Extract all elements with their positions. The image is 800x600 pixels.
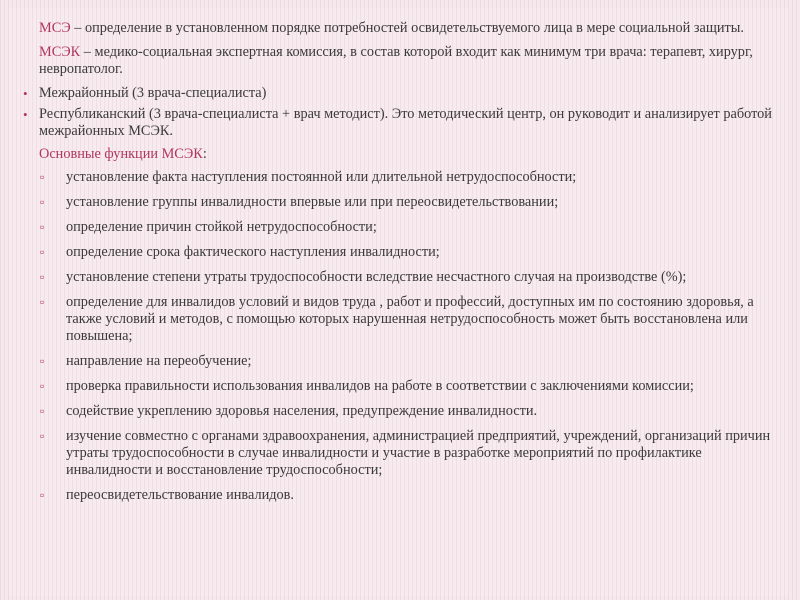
list-item-text: установление степени утраты трудоспособности вследствие несчастного случая на производстве (%); [66,269,687,285]
square-bullet-icon: ▫ [40,429,45,443]
level-republican [23,106,783,140]
list-item [23,487,783,504]
list-item [23,428,783,479]
definition-mse-text: – определение в установленном порядке потребностей освидетельствуемого лица в мере социальной защиты. [70,20,744,36]
term-mse: МСЭ [39,20,71,36]
slide-content [23,20,783,512]
level-interdistrict [23,85,783,102]
list-item [23,294,783,345]
square-bullet-icon: ▫ [40,170,45,184]
square-bullet-icon: ▫ [40,354,45,368]
list-item [23,244,783,261]
slide [9,8,789,596]
list-item [23,169,783,186]
list-item-text: определение причин стойкой нетрудоспособности; [66,219,377,235]
square-bullet-icon: ▫ [40,245,45,259]
list-item-text: проверка правильности использования инвалидов на работе в соответствии с заключениями комиссии; [66,378,694,394]
bullet-icon: • [23,107,28,122]
list-item [23,219,783,236]
list-item [23,353,783,370]
square-bullet-icon: ▫ [40,295,45,309]
square-bullet-icon: ▫ [40,404,45,418]
square-bullet-icon: ▫ [40,220,45,234]
functions-heading-colon: : [202,146,207,162]
list-item-text: содействие укреплению здоровья населения, предупреждение инвалидности. [66,403,538,419]
square-bullet-icon: ▫ [40,488,45,502]
functions-list [23,169,783,504]
list-item-text: направление на переобучение; [66,353,252,369]
list-item [23,269,783,286]
level-interdistrict-text: Межрайонный (3 врача-специалиста) [39,85,267,101]
list-item-text: определение срока фактического наступления инвалидности; [66,244,440,260]
definition-msek [23,44,783,78]
bullet-icon: • [23,86,28,101]
list-item [23,194,783,211]
list-item-text: переосвидетельствование инвалидов. [66,487,295,503]
definition-mse [23,20,783,37]
list-item-text: установление группы инвалидности впервые или при переосвидетельствовании; [66,194,559,210]
list-item-text: изучение совместно с органами здравоохранения, администрацией предприятий, учреждений, организаций причин утраты трудоспособности в случае инвалидности и участие в разработке мероприятий по профилактике инвалидности и восстановление трудоспособности; [66,428,771,478]
definition-msek-text: – медико-социальная экспертная комиссия, в состав которой входит как минимум три врача: терапевт, хирург, невропатолог. [39,44,753,77]
square-bullet-icon: ▫ [40,195,45,209]
level-republican-text: Республиканский (3 врача-специалиста + врач методист). Это методический центр, он руководит и анализирует работой межрайонных МСЭК. [39,106,772,139]
functions-heading-text: Основные функции МСЭК [39,146,203,162]
square-bullet-icon: ▫ [40,270,45,284]
list-item [23,378,783,395]
term-msek: МСЭК [39,44,81,60]
list-item [23,403,783,420]
list-item-text: установление факта наступления постоянной или длительной нетрудоспособности; [66,169,577,185]
square-bullet-icon: ▫ [40,379,45,393]
list-item-text: определение для инвалидов условий и видов труда , работ и профессий, доступных им по состоянию здоровья, а также условий и методов, с помощью которых нарушенная нетрудоспособность может быть восстановлена или повышена; [66,294,754,344]
functions-heading [23,146,783,163]
